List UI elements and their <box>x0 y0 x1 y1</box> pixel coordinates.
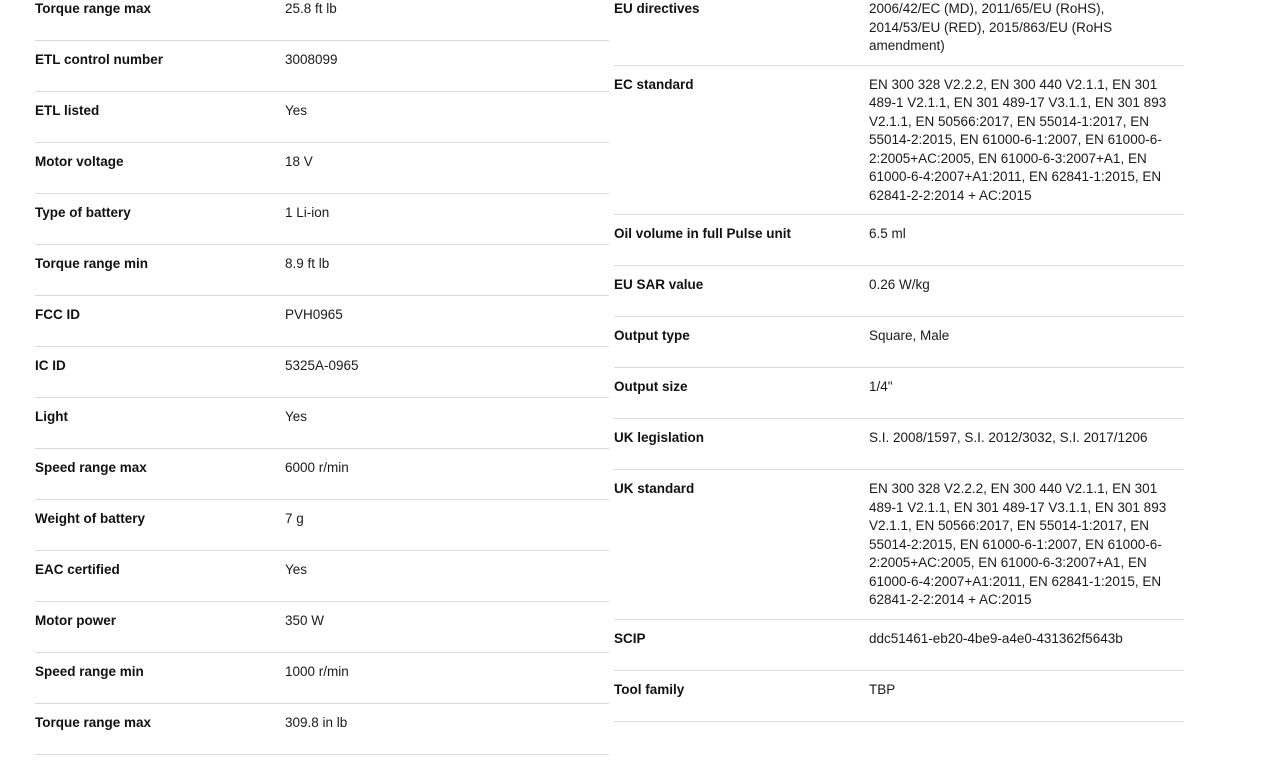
spec-label: Speed range max <box>35 460 147 475</box>
spec-label: Light <box>35 409 68 424</box>
spec-value: 8.9 ft lb <box>285 256 330 271</box>
spec-value: EN 300 328 V2.2.2, EN 300 440 V2.1.1, EN 301 489-1 V2.1.1, EN 301 489-17 V3.1.1, EN 301 893 V2.1.1, EN 50566:2017, EN 55014-1:2017, EN 55014-2:2015, EN 61000-6-1:2007, EN 61000-6-2:2005+AC:2005, EN 61000-6-3:2007+A1, EN 61000-6-4:2007+A1:2011, EN 62841-1:2015, EN 62841-2-2:2014 + AC:2015 <box>869 481 1167 607</box>
spec-value: S.I. 2008/1597, S.I. 2012/3032, S.I. 2017/1206 <box>869 430 1148 445</box>
spec-label: Oil volume in full Pulse unit <box>614 226 792 241</box>
spec-value: EN 300 328 V2.2.2, EN 300 440 V2.1.1, EN 301 489-1 V2.1.1, EN 301 489-17 V3.1.1, EN 301 893 V2.1.1, EN 50566:2017, EN 55014-1:2017, EN 55014-2:2015, EN 61000-6-1:2007, EN 61000-6-2:2005+AC:2005, EN 61000-6-3:2007+A1, EN 61000-6-4:2007+A1:2011, EN 62841-1:2015, EN 62841-2-2:2014 + AC:2015 <box>869 76 1167 203</box>
spec-value: 350 W <box>285 613 325 628</box>
spec-label: Torque range min <box>35 256 149 271</box>
spec-label: ETL control number <box>35 52 164 67</box>
spec-label: IC ID <box>35 358 66 373</box>
spec-row <box>614 317 1184 368</box>
spec-value: 1/4" <box>869 379 893 394</box>
spec-value: 0.26 W/kg <box>869 277 930 292</box>
spec-label: Motor power <box>35 613 116 628</box>
spec-value: Yes <box>285 562 308 577</box>
spec-row <box>614 215 1184 266</box>
spec-value: PVH0965 <box>285 307 343 322</box>
spec-value: ddc51461-eb20-4be9-a4e0-431362f5643b <box>869 630 1123 646</box>
spec-row <box>614 0 1184 66</box>
spec-label: FCC ID <box>35 307 80 322</box>
spec-value: 7 g <box>285 511 304 526</box>
spec-value: 5325A-0965 <box>285 358 359 373</box>
spec-label: EU directives <box>614 1 700 16</box>
spec-value: 6.5 ml <box>869 226 906 241</box>
spec-value: Yes <box>285 409 308 424</box>
spec-value: TBP <box>869 681 896 697</box>
spec-value: 1 Li-ion <box>285 205 330 220</box>
spec-row <box>614 66 1184 216</box>
spec-row <box>614 620 1184 671</box>
spec-value: 309.8 in lb <box>285 715 348 730</box>
spec-row <box>614 671 1184 722</box>
spec-label: EU SAR value <box>614 277 704 292</box>
spec-label: Torque range max <box>35 715 152 730</box>
spec-label: Torque range max <box>35 1 152 16</box>
spec-label: Tool family <box>614 681 685 697</box>
spec-label: EC standard <box>614 76 694 92</box>
spec-value: 6000 r/min <box>285 460 349 475</box>
spec-row <box>614 419 1184 470</box>
spec-value: Square, Male <box>869 328 950 343</box>
spec-label: Motor voltage <box>35 154 124 169</box>
spec-value: 25.8 ft lb <box>285 1 337 16</box>
spec-row <box>614 470 1184 620</box>
spec-label: UK legislation <box>614 430 705 445</box>
spec-value: 1000 r/min <box>285 664 349 679</box>
spec-value: Yes <box>285 103 308 118</box>
spec-label: UK standard <box>614 481 695 496</box>
spec-value: 18 V <box>285 154 313 169</box>
spec-row <box>614 368 1184 419</box>
spec-label: Weight of battery <box>35 511 146 526</box>
spec-label: Output size <box>614 379 688 394</box>
spec-label: EAC certified <box>35 562 120 577</box>
spec-value: 3008099 <box>285 52 338 67</box>
spec-label: SCIP <box>614 630 646 646</box>
spec-value: 2006/42/EC (MD), 2011/65/EU (RoHS), 2014/53/EU (RED), 2015/863/EU (RoHS amendment) <box>869 1 1113 53</box>
spec-label: Output type <box>614 328 690 343</box>
spec-label: Type of battery <box>35 205 131 220</box>
spec-label: Speed range min <box>35 664 144 679</box>
spec-label: ETL listed <box>35 103 100 118</box>
spec-row <box>614 266 1184 317</box>
